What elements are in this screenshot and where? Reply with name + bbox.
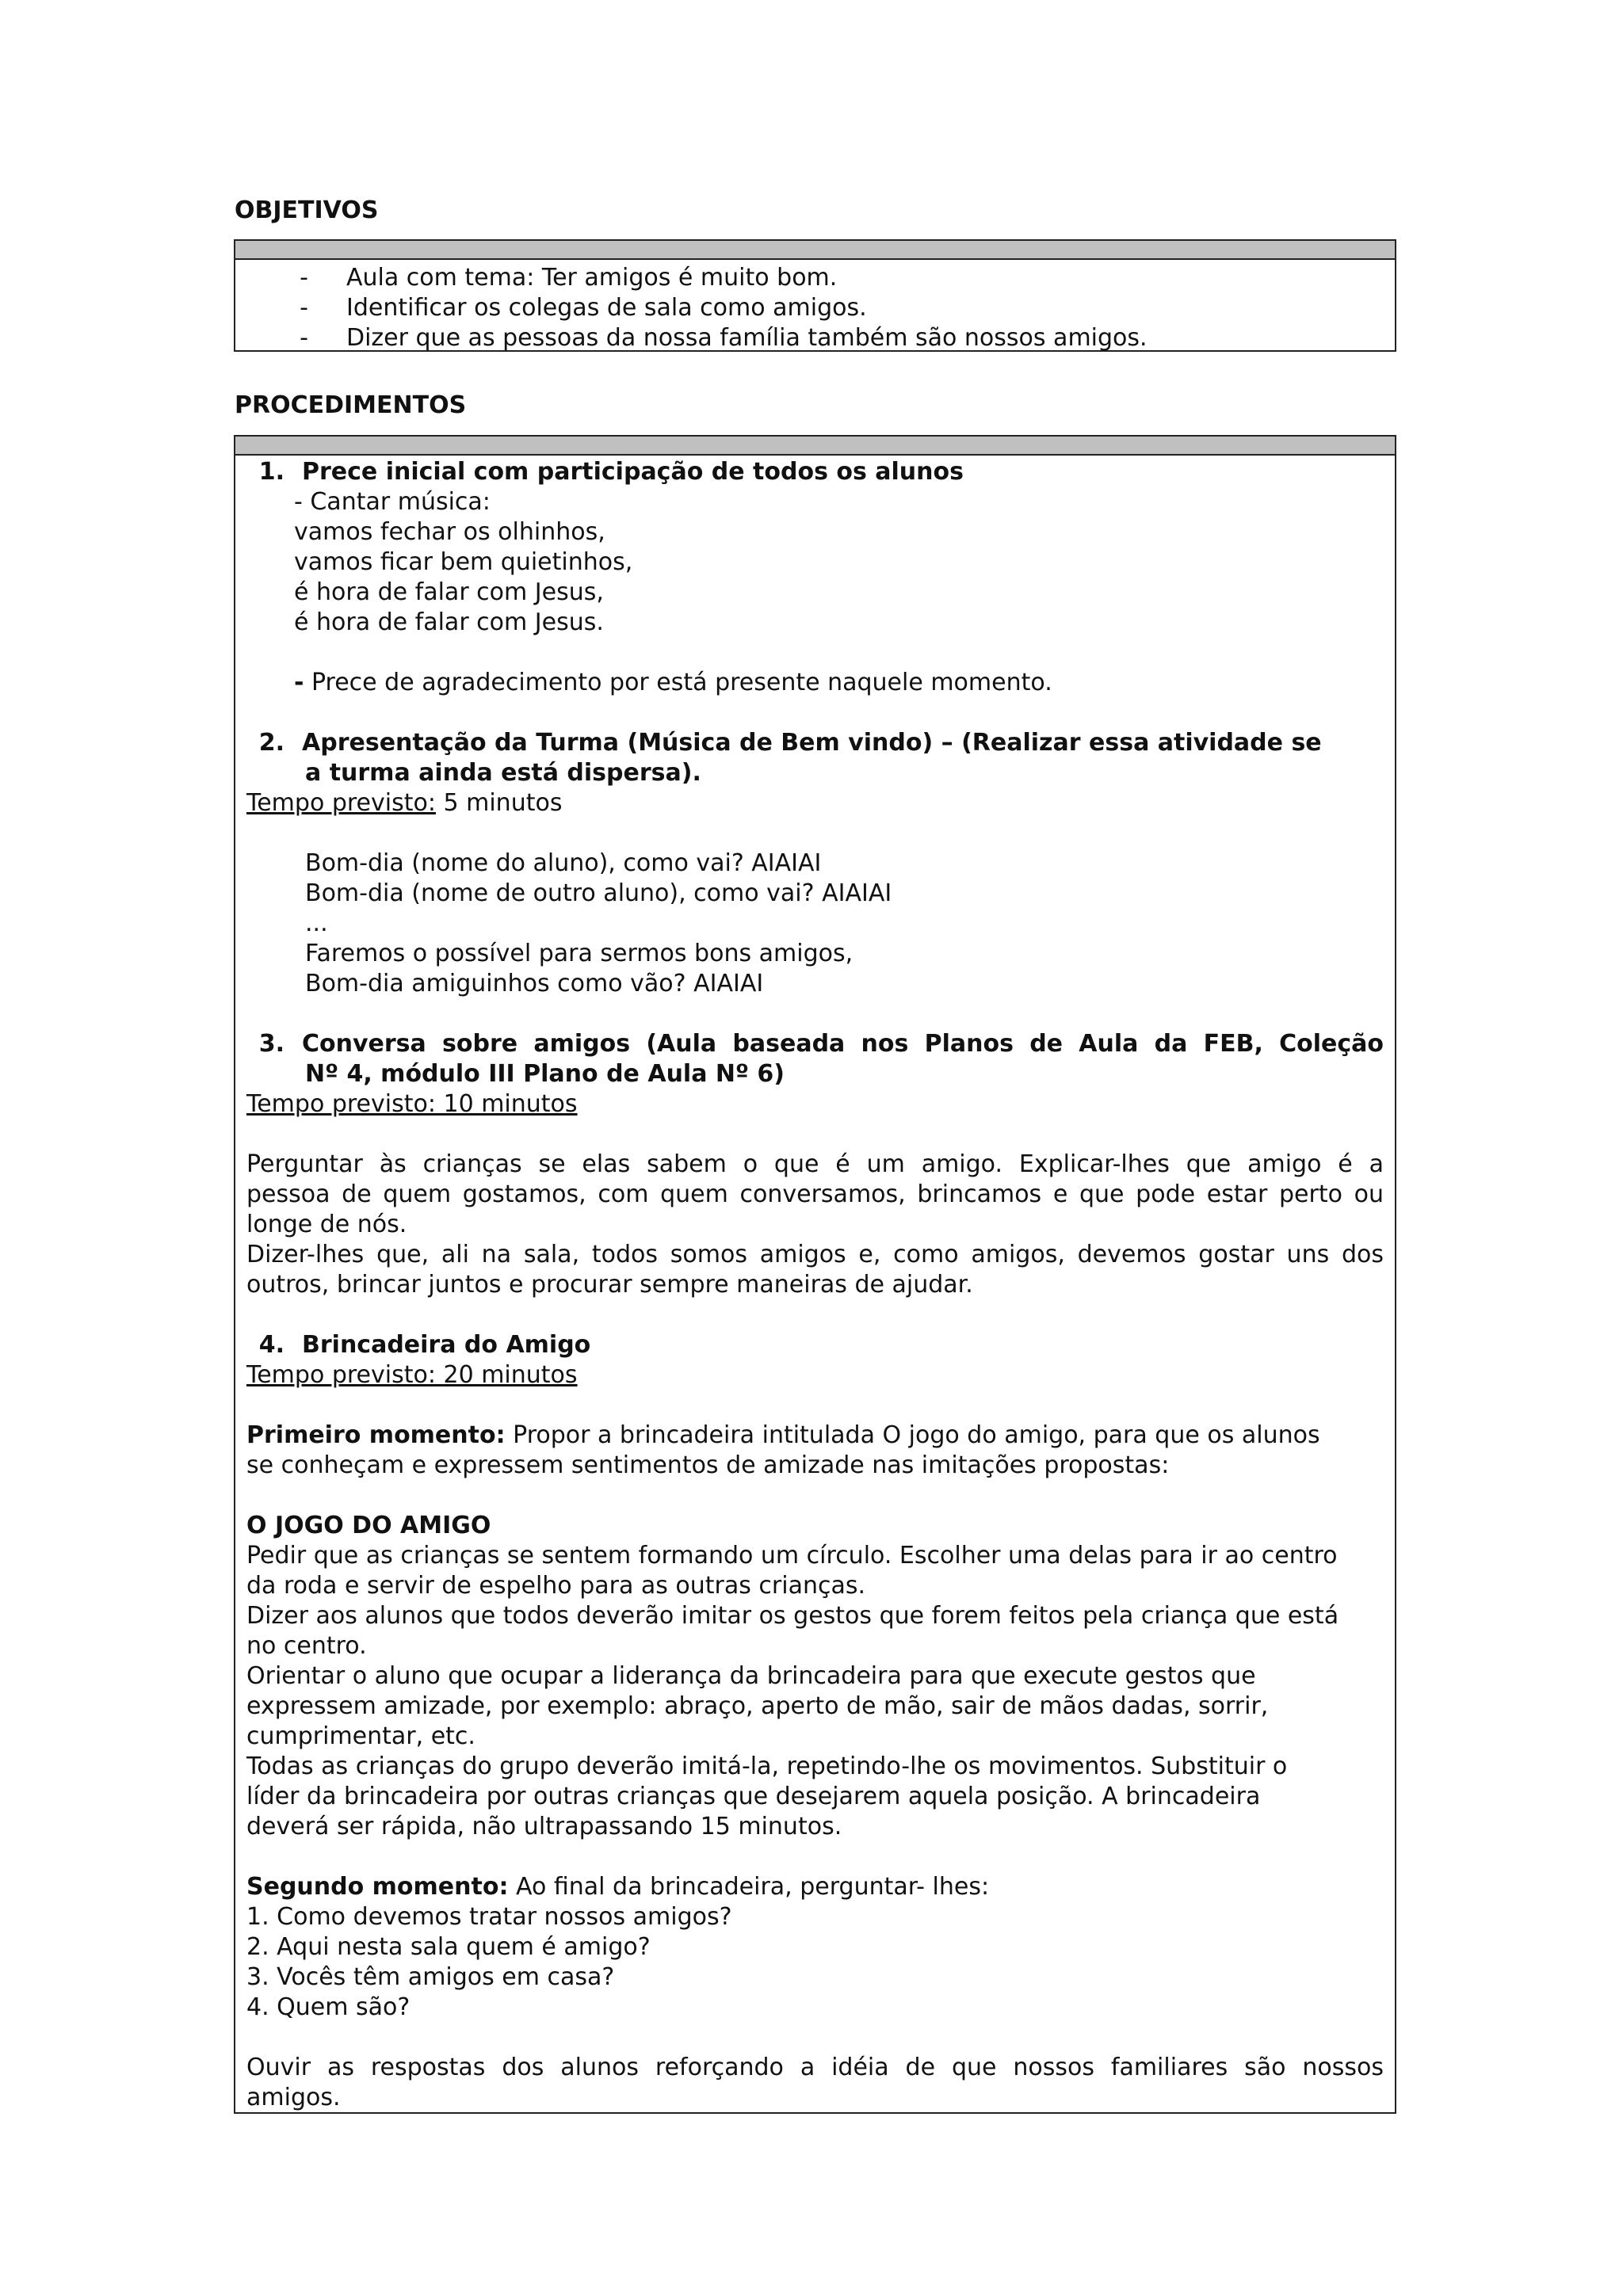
paragraph-line: pessoa de quem gostamos, com quem conversamos, brincamos e que pode estar perto ou: [246, 1180, 1384, 1208]
paragraph-line: cumprimentar, etc.: [246, 1722, 475, 1750]
dash-bullet: -: [300, 294, 308, 322]
song-line: Bom-dia (nome do aluno), como vai? AIAIAI: [305, 849, 822, 877]
paragraph-line: amigos.: [246, 2084, 341, 2111]
objetivos-header-bar: [235, 241, 1395, 260]
song-line: vamos ficar bem quietinhos,: [294, 548, 633, 576]
paragraph-line: expressem amizade, por exemplo: abraço, aperto de mão, sair de mãos dadas, sorrir,: [246, 1692, 1269, 1720]
step-number: 4.: [258, 1331, 285, 1359]
primeiro-momento-label: Primeiro momento:: [246, 1421, 506, 1449]
paragraph-line: [246, 1872, 1384, 1902]
paragraph-line: outros, brincar juntos e procurar sempre maneiras de ajudar.: [246, 1271, 973, 1299]
list-item: [235, 263, 1395, 293]
song-line: Bom-dia amiguinhos como vão? AIAIAI: [305, 970, 764, 997]
step-title: Conversa sobre amigos (Aula baseada nos Planos de Aula da FEB, Coleção: [302, 1030, 1384, 1058]
primeiro-momento-text: Propor a brincadeira intitulada O jogo do amigo, para que os alunos: [505, 1421, 1320, 1449]
paragraph-line: Perguntar às crianças se elas sabem o que é um amigo. Explicar-lhes que amigo é a: [246, 1150, 1384, 1178]
tempo-label: Tempo previsto:: [246, 789, 436, 817]
procedimentos-title: PROCEDIMENTOS: [235, 391, 467, 419]
step-title: Prece inicial com participação de todos os alunos: [302, 458, 964, 486]
song-line: Bom-dia (nome de outro aluno), como vai? AIAIAI: [305, 879, 892, 907]
tempo-previsto: Tempo previsto: 20 minutos: [246, 1361, 578, 1389]
paragraph-line: Pedir que as crianças se sentem formando um círculo. Escolher uma delas para ir ao centro: [246, 1542, 1338, 1569]
prece-line: [246, 668, 1384, 698]
song-line: é hora de falar com Jesus.: [294, 608, 604, 636]
step-number: 3.: [258, 1030, 285, 1058]
step-number: 1.: [258, 458, 285, 486]
question-item: 4. Quem são?: [246, 1993, 411, 2021]
segundo-momento-text: Ao final da brincadeira, perguntar- lhes:: [508, 1873, 990, 1901]
list-item-text: Identificar os colegas de sala como amigos.: [346, 294, 867, 322]
paragraph-line: Orientar o aluno que ocupar a liderança da brincadeira para que execute gestos que: [246, 1662, 1256, 1690]
song-line: Faremos o possível para sermos bons amigos,: [305, 940, 854, 967]
paragraph-line: líder da brincadeira por outras crianças que desejarem aquela posição. A brincadeira: [246, 1783, 1261, 1810]
dash-bullet: -: [300, 264, 308, 292]
paragraph-line: no centro.: [246, 1632, 367, 1660]
question-item: 3. Vocês têm amigos em casa?: [246, 1963, 615, 1991]
step-1-heading: [246, 457, 1384, 487]
procedimentos-content: [235, 456, 1395, 2113]
objetivos-title: OBJETIVOS: [235, 196, 379, 224]
list-item-text: Dizer que as pessoas da nossa família também são nossos amigos.: [346, 324, 1148, 352]
list-item: [235, 293, 1395, 323]
prece-text: Prece de agradecimento por está presente naquele momento.: [304, 669, 1052, 696]
paragraph-line: longe de nós.: [246, 1211, 407, 1238]
question-item: 2. Aqui nesta sala quem é amigo?: [246, 1933, 651, 1961]
objetivos-list: [235, 260, 1395, 353]
step-4-heading: [246, 1330, 1384, 1360]
song-line: ...: [305, 910, 328, 937]
song-line: vamos fechar os olhinhos,: [294, 518, 605, 546]
list-item-text: Aula com tema: Ter amigos é muito bom.: [346, 264, 838, 292]
paragraph-line: da roda e servir de espelho para as outras crianças.: [246, 1572, 866, 1600]
step-title: Brincadeira do Amigo: [302, 1331, 591, 1359]
procedimentos-header-bar: [235, 437, 1395, 456]
paragraph-line: Dizer aos alunos que todos deverão imitar os gestos que forem feitos pela criança que está: [246, 1602, 1339, 1630]
paragraph-line: Todas as crianças do grupo deverão imitá-la, repetindo-lhe os movimentos. Substituir o: [246, 1753, 1288, 1780]
song-line: é hora de falar com Jesus,: [294, 578, 604, 606]
paragraph-line: [246, 1421, 1384, 1451]
question-item: 1. Como devemos tratar nossos amigos?: [246, 1903, 732, 1931]
jogo-title: O JOGO DO AMIGO: [246, 1512, 491, 1539]
tempo-value: 5 minutos: [435, 789, 563, 817]
prece-dash: -: [294, 669, 304, 696]
step-number: 2.: [258, 729, 285, 757]
step-1-sub: - Cantar música:: [294, 488, 491, 516]
paragraph-line: Dizer-lhes que, ali na sala, todos somos amigos e, como amigos, devemos gostar uns dos: [246, 1241, 1384, 1268]
paragraph-line: se conheçam e expressem sentimentos de amizade nas imitações propostas:: [246, 1451, 1170, 1479]
tempo-previsto: [246, 788, 1384, 818]
step-title-continued: Nº 4, módulo III Plano de Aula Nº 6): [305, 1060, 785, 1088]
step-title: Apresentação da Turma (Música de Bem vindo) – (Realizar essa atividade se: [302, 729, 1322, 757]
objetivos-box: [234, 239, 1396, 352]
step-3-heading: [246, 1029, 1384, 1059]
segundo-momento-label: Segundo momento:: [246, 1873, 509, 1901]
tempo-previsto: Tempo previsto: 10 minutos: [246, 1090, 578, 1118]
step-title-continued: a turma ainda está dispersa).: [305, 759, 701, 787]
dash-bullet: -: [300, 324, 308, 352]
paragraph-line: Ouvir as respostas dos alunos reforçando a idéia de que nossos familiares são nossos: [246, 2054, 1384, 2081]
procedimentos-box: [234, 435, 1396, 2114]
paragraph-line: deverá ser rápida, não ultrapassando 15 minutos.: [246, 1813, 842, 1840]
list-item: [235, 323, 1395, 353]
step-2-heading: [246, 728, 1384, 758]
